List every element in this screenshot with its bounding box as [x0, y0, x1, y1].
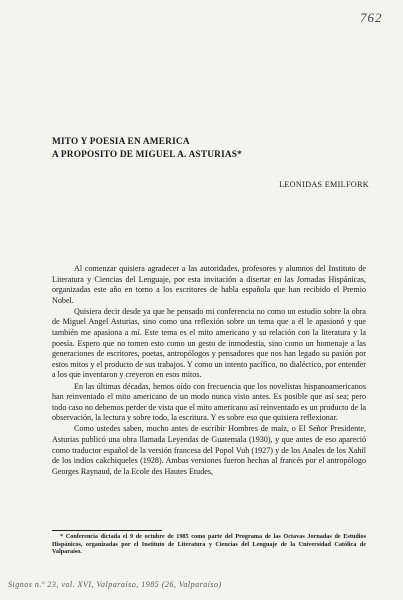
- article-title: [52, 136, 242, 162]
- author-name: LEONIDAS EMILFORK: [279, 180, 369, 189]
- footnote: [52, 533, 366, 556]
- paragraph: Quisiera decir desde ya que he pensado mi conferencia no como un estudio sobre la obra de Miguel Angel Asturias, sino como una reflexión sobre un tema que a él le apasionó y que también me apasiona a mí. Este tema es el mito americano y su relación con la literatura y la poesía. Espero que no tomen esto como un gesto de inmodestia, sino como un homenaje a las generaciones de escritores, poetas, antropólogos y pensadores que nos han legado su pasión por estos mitos y el producto de sus trabajos. Y como un intento pacífico, no dialéctico, por entender a los que inventaron y creyeron en esos mitos.: [52, 306, 366, 380]
- paragraph: Al comenzar quisiera agradecer a las autoridades, profesores y alumnos del Instituto de Literatura y Ciencias del Lenguaje, por esta invitación a disertar en las Jornadas Hispánicas, organizadas este año en torno a los escritores de habla española que han recibido el Premio Nobel.: [52, 264, 366, 305]
- footnote-divider: [52, 530, 162, 531]
- paragraph: Como ustedes saben, mucho antes de escribir Hombres de maíz, o El Señor Presidente, Asturias publicó una obra llamada Leyendas de Guatemala (1930), y que antes de eso apareció como traductor español de la versión francesa del Popol Vuh (1927) y de los Anales de los Xahil de los indios cakchiqueles (1928). Ambas versiones fueron hechas al francés por el antropólogo Georges Raynaud, de la Ecole des Hautes Etudes,: [52, 424, 366, 476]
- footnote-text: * Conferencia dictada el 9 de octubre de 1985 como parte del Programa de las Octavas Jornadas de Estudios Hispánicos, organizadas por el Instituto de Literatura y Ciencias del Lenguaje de la Universidad Católica de Valparaíso.: [52, 533, 366, 556]
- page-number: 762: [360, 10, 383, 25]
- title-line-1: MITO Y POESIA EN AMERICA: [52, 137, 190, 147]
- article-body: [52, 264, 366, 477]
- paragraph: En las últimas décadas, hemos oído con frecuencia que los novelistas hispanoamericanos han reinventado el mito americano de un modo nunca visto antes. Es posible que así sea; pero todo caso no debemos perder de vista que el mito americano así reinventado es un producto de la observación, la lectura y sobre todo, la escritura. Y es sobre eso que quisiera reflexionar.: [52, 381, 366, 423]
- handwritten-citation: Signos n.º 23, vol. XVI, Valparaíso, 1985 (26, Valparaíso): [8, 580, 222, 589]
- title-line-2: A PROPOSITO DE MIGUEL A. ASTURIAS*: [52, 150, 243, 160]
